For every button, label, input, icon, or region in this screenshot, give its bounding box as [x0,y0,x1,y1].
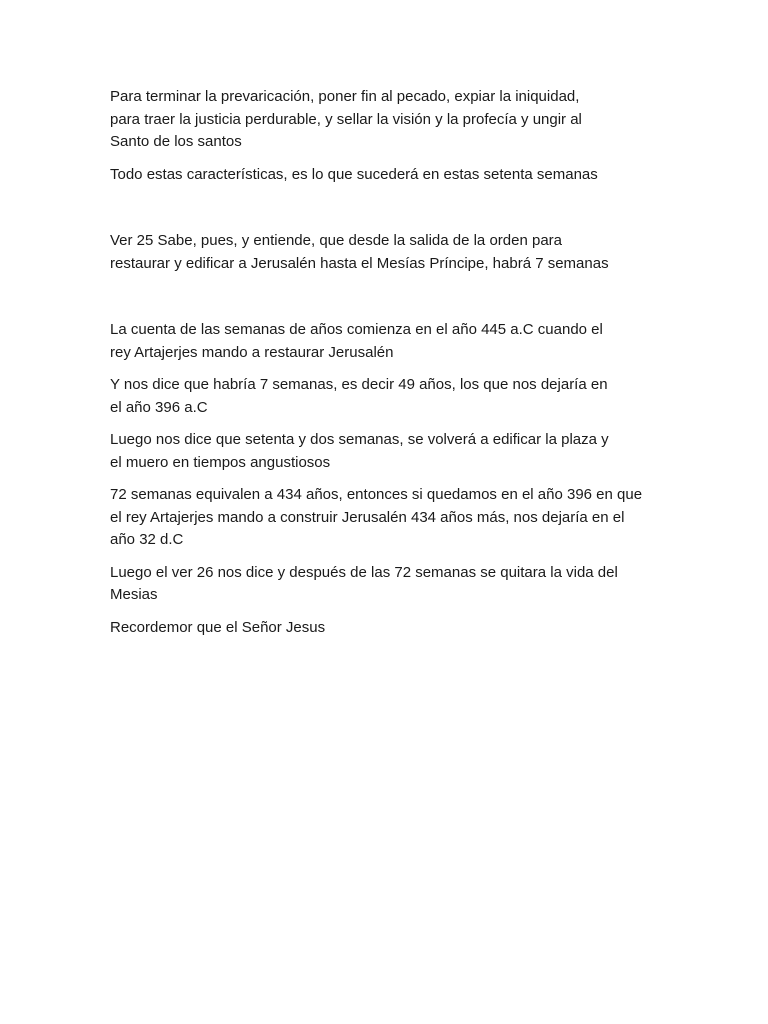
paragraph-count-start: La cuenta de las semanas de años comienza en el año 445 a.C cuando el rey Artajerjes mando a restaurar Jerusalén [110,321,603,361]
paragraph-seven-weeks: Y nos dice que habría 7 semanas, es decir 49 años, los que nos dejaría en el año 396 a.C [110,376,608,416]
paragraph-remember: Recordemor que el Señor Jesus [110,618,326,636]
paragraph-purpose: Para terminar la prevaricación, poner fin al pecado, expiar la iniquidad, para traer la justicia perdurable, y sellar la visión y la profecía y ungir al Santo de los santos [110,88,582,150]
paragraph-verse-26: Luego el ver 26 nos dice y después de las 72 semanas se quitara la vida del Mesias [110,563,618,603]
paragraph-characteristics: Todo estas características, es lo que sucederá en estas setenta semanas [110,165,598,183]
paragraph-verse-25: Ver 25 Sabe, pues, y entiende, que desde la salida de la orden para restaurar y edificar a Jerusalén hasta el Mesías Príncipe, habrá 7 semanas [110,232,609,272]
paragraph-seventy-two-weeks: Luego nos dice que setenta y dos semanas, se volverá a edificar la plaza y el muero en tiempos angustiosos [110,431,609,471]
document-body [110,86,700,639]
paragraph-434-years: 72 semanas equivalen a 434 años, entonces si quedamos en el año 396 en que el rey Artajerjes mando a construir Jerusalén 434 años más, nos dejaría en el año 32 d.C [110,486,643,548]
